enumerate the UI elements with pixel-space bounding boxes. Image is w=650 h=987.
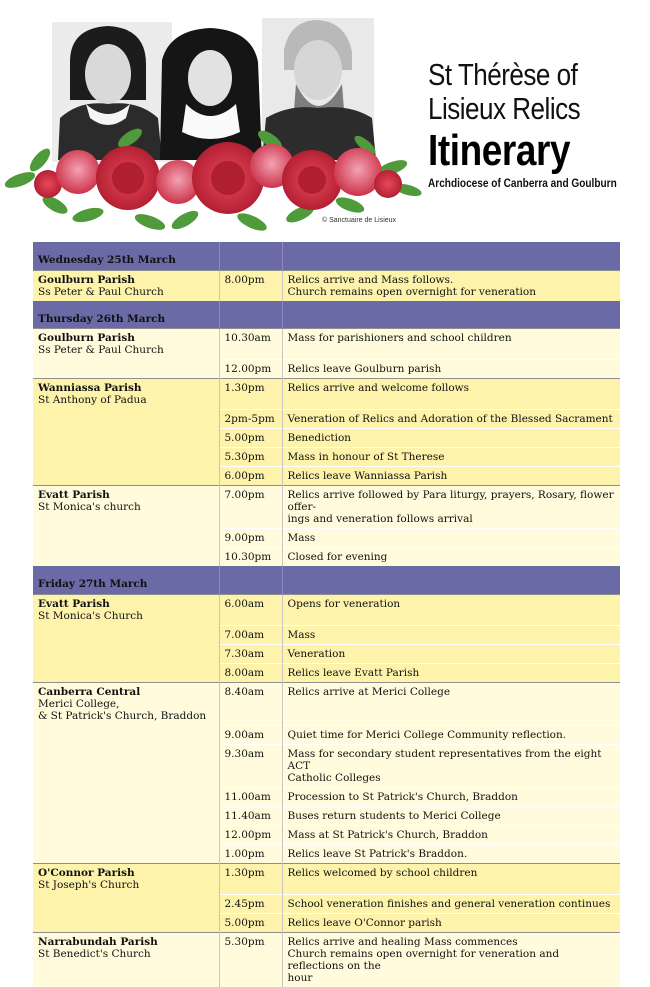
event-description: Relics arrive at Merici College: [282, 682, 620, 725]
day-header-row: [33, 301, 620, 329]
day-header-cell: [282, 242, 620, 270]
event-row: [33, 913, 620, 932]
day-header-cell: [219, 566, 282, 594]
event-time: 2pm-5pm: [219, 410, 282, 429]
parish-cell: [33, 932, 219, 987]
event-time: 8.00am: [219, 663, 282, 682]
title-itinerary: Itinerary: [428, 126, 571, 175]
event-row: [33, 329, 620, 360]
event-row: [33, 682, 620, 725]
event-row: [33, 663, 620, 682]
parish-cell-empty: [33, 894, 219, 913]
portrait-zelie: [52, 22, 172, 162]
event-description: Mass: [282, 625, 620, 644]
event-row: [33, 448, 620, 467]
parish-cell-empty: [33, 787, 219, 806]
event-row: [33, 894, 620, 913]
day-header-row: [33, 566, 620, 594]
church-name: St Anthony of Padua: [38, 394, 147, 406]
day-label: Wednesday 25th March: [33, 242, 219, 270]
parish-cell: [33, 329, 219, 360]
event-time: 12.00pm: [219, 360, 282, 379]
event-description: Mass for parishioners and school children: [282, 329, 620, 360]
event-description: Relics arrive followed by Para liturgy, prayers, Rosary, flower offer- ings and veneration follows arrival: [282, 486, 620, 529]
event-row: [33, 644, 620, 663]
event-row: [33, 486, 620, 529]
parish-cell-empty: [33, 825, 219, 844]
event-row: [33, 625, 620, 644]
event-description: Relics arrive and Mass follows. Church remains open overnight for veneration: [282, 270, 620, 301]
archdiocese-subtitle: Archdiocese of Canberra and Goulburn: [428, 176, 617, 190]
day-label: Thursday 26th March: [33, 301, 219, 329]
event-row: [33, 863, 620, 894]
parish-name: O'Connor Parish: [38, 866, 135, 879]
parish-cell: [33, 594, 219, 625]
event-row: [33, 594, 620, 625]
parish-cell: [33, 486, 219, 529]
day-header-row: [33, 242, 620, 270]
event-row: [33, 825, 620, 844]
parish-cell-empty: [33, 529, 219, 548]
event-time: 2.45pm: [219, 894, 282, 913]
church-name: Merici College, & St Patrick's Church, Braddon: [38, 697, 207, 722]
event-row: [33, 270, 620, 301]
event-description: School veneration finishes and general veneration continues: [282, 894, 620, 913]
event-row: [33, 379, 620, 410]
parish-cell-empty: [33, 410, 219, 429]
portrait-therese: [160, 28, 262, 160]
itinerary-table: [33, 242, 620, 987]
parish-cell-empty: [33, 625, 219, 644]
event-time: 5.30pm: [219, 448, 282, 467]
event-time: 9.30am: [219, 744, 282, 787]
parish-cell-empty: [33, 844, 219, 863]
parish-cell: [33, 682, 219, 725]
event-time: 7.00am: [219, 625, 282, 644]
parish-name: Wanniassa Parish: [38, 382, 142, 394]
event-description: Quiet time for Merici College Community reflection.: [282, 725, 620, 744]
event-description: Relics leave St Patrick's Braddon.: [282, 844, 620, 863]
event-description: Relics arrive and welcome follows: [282, 379, 620, 410]
parish-cell-empty: [33, 913, 219, 932]
parish-cell-empty: [33, 448, 219, 467]
parish-cell-empty: [33, 429, 219, 448]
parish-cell: [33, 863, 219, 894]
itinerary-body: [33, 242, 620, 987]
event-time: 7.30am: [219, 644, 282, 663]
event-time: 10.30am: [219, 329, 282, 360]
event-row: [33, 429, 620, 448]
event-description: Mass at St Patrick's Church, Braddon: [282, 825, 620, 844]
parish-cell-empty: [33, 644, 219, 663]
day-label: Friday 27th March: [33, 566, 219, 594]
event-description: Benediction: [282, 429, 620, 448]
event-row: [33, 725, 620, 744]
event-description: Mass for secondary student representatives from the eight ACT Catholic Colleges: [282, 744, 620, 787]
title-line-2: Lisieux Relics: [428, 91, 581, 126]
event-description: Relics leave Evatt Parish: [282, 663, 620, 682]
event-row: [33, 410, 620, 429]
parish-cell-empty: [33, 725, 219, 744]
title-line-1: St Thérèse of: [428, 57, 578, 92]
event-description: Mass in honour of St Therese: [282, 448, 620, 467]
church-name: Ss Peter & Paul Church: [38, 344, 164, 356]
event-time: 5.30pm: [219, 932, 282, 987]
event-time: 8.40am: [219, 682, 282, 725]
parish-name: Goulburn Parish: [38, 332, 135, 344]
event-time: 11.00am: [219, 787, 282, 806]
parish-name: Canberra Central: [38, 685, 141, 698]
parish-name: Narrabundah Parish: [38, 935, 158, 948]
event-description: Mass: [282, 529, 620, 548]
event-row: [33, 806, 620, 825]
day-header-cell: [282, 301, 620, 329]
church-name: St Benedict's Church: [38, 947, 151, 960]
event-time: 11.40am: [219, 806, 282, 825]
event-time: 9.00am: [219, 725, 282, 744]
header: [0, 0, 650, 240]
event-time: 7.00pm: [219, 486, 282, 529]
event-description: Veneration: [282, 644, 620, 663]
event-row: [33, 467, 620, 486]
event-description: Relics leave Goulburn parish: [282, 360, 620, 379]
header-artwork: [0, 0, 430, 240]
event-time: 12.00pm: [219, 825, 282, 844]
parish-cell-empty: [33, 806, 219, 825]
parish-cell-empty: [33, 744, 219, 787]
event-description: Procession to St Patrick's Church, Braddon: [282, 787, 620, 806]
event-row: [33, 787, 620, 806]
event-time: 10.30pm: [219, 548, 282, 567]
event-time: 1.30pm: [219, 863, 282, 894]
parish-name: Evatt Parish: [38, 597, 110, 610]
event-description: Veneration of Relics and Adoration of the Blessed Sacrament: [282, 410, 620, 429]
event-row: [33, 844, 620, 863]
parish-cell-empty: [33, 663, 219, 682]
event-description: Closed for evening: [282, 548, 620, 567]
event-row: [33, 932, 620, 987]
event-row: [33, 548, 620, 567]
parish-cell-empty: [33, 360, 219, 379]
title-block: [428, 58, 643, 190]
event-row: [33, 744, 620, 787]
parish-cell-empty: [33, 548, 219, 567]
event-row: [33, 360, 620, 379]
event-description: Opens for veneration: [282, 594, 620, 625]
parish-cell: [33, 379, 219, 410]
event-description: Buses return students to Merici College: [282, 806, 620, 825]
event-description: Relics leave O'Connor parish: [282, 913, 620, 932]
event-description: Relics arrive and healing Mass commences Church remains open overnight for veneration and reflections on the hour: [282, 932, 620, 987]
event-description: Relics leave Wanniassa Parish: [282, 467, 620, 486]
parish-name: Goulburn Parish: [38, 273, 135, 286]
event-time: 6.00pm: [219, 467, 282, 486]
parish-cell: [33, 270, 219, 301]
parish-cell-empty: [33, 467, 219, 486]
event-time: 1.30pm: [219, 379, 282, 410]
day-header-cell: [219, 242, 282, 270]
event-time: 1.00pm: [219, 844, 282, 863]
event-description: Relics welcomed by school children: [282, 863, 620, 894]
event-time: 5.00pm: [219, 429, 282, 448]
copyright-notice: © Sanctuaire de Lisieux: [322, 217, 397, 224]
church-name: Ss Peter & Paul Church: [38, 285, 164, 298]
church-name: St Monica's Church: [38, 609, 143, 622]
church-name: St Monica's church: [38, 501, 141, 513]
event-time: 9.00pm: [219, 529, 282, 548]
church-name: St Joseph's Church: [38, 878, 140, 891]
event-time: 5.00pm: [219, 913, 282, 932]
day-header-cell: [219, 301, 282, 329]
parish-name: Evatt Parish: [38, 489, 110, 501]
day-header-cell: [282, 566, 620, 594]
event-time: 8.00pm: [219, 270, 282, 301]
event-row: [33, 529, 620, 548]
event-time: 6.00am: [219, 594, 282, 625]
